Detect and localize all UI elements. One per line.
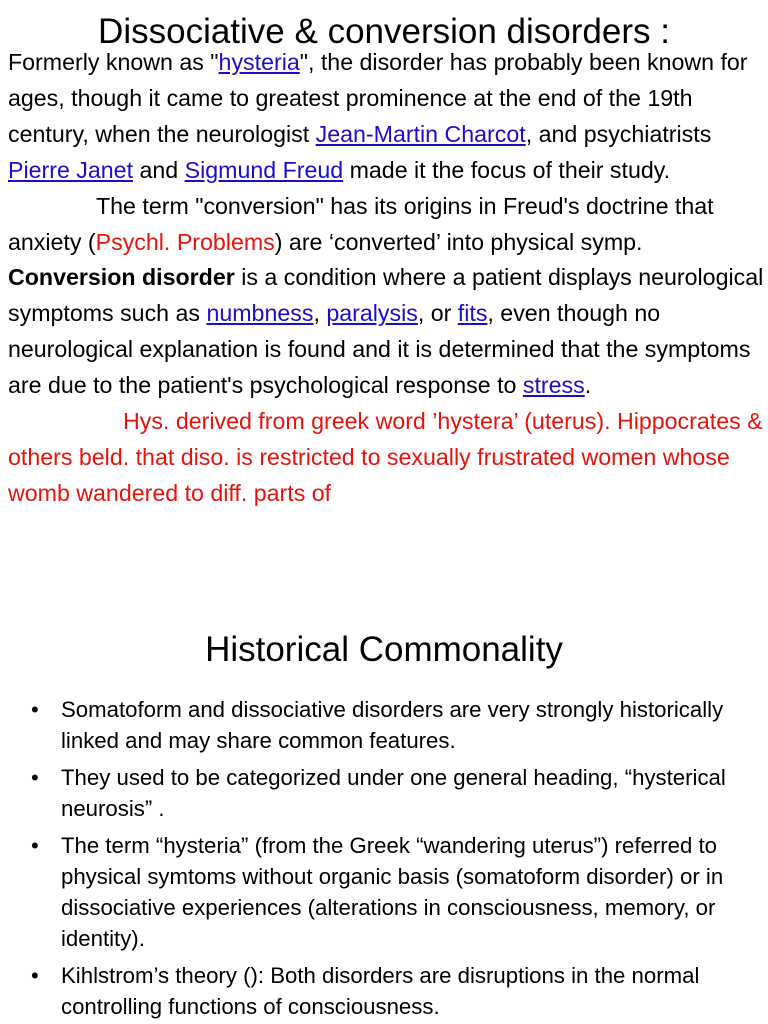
link-hysteria[interactable]: hysteria — [218, 49, 300, 75]
link-sigmund-freud[interactable]: Sigmund Freud — [184, 156, 344, 183]
link-jean-martin-charcot[interactable]: Jean-Martin Charcot — [315, 120, 526, 147]
text-run: and — [133, 156, 185, 183]
list-item — [0, 762, 768, 824]
paragraph-conversion — [8, 189, 764, 404]
text-run: is a condition where a patient displays neurological symptoms such as — [8, 264, 764, 327]
text-run: , or — [417, 300, 458, 327]
link-fits[interactable]: fits — [457, 300, 488, 327]
list-item — [0, 830, 768, 954]
slide-2-title: Historical Commonality — [205, 630, 563, 669]
slide-2 — [0, 612, 768, 1024]
text-run: , and psychiatrists — [525, 120, 712, 147]
paragraph-hysteria-origin — [8, 404, 764, 512]
link-stress[interactable]: stress — [522, 372, 585, 399]
bullet-icon: • — [31, 833, 39, 858]
bullet-list — [0, 694, 768, 1024]
paragraph-history — [8, 45, 764, 189]
text-run: , even though no neurological explanation is found and it is determined that the symptoms are due to the patient's psychological response to — [8, 300, 751, 399]
list-item-text: Kihlstrom’s theory (): Both disorders are disruptions in the normal controlling functions of consciousness. — [61, 963, 700, 1019]
list-item-text: Somatoform and dissociative disorders are very strongly historically linked and may share common features. — [61, 697, 724, 753]
slide-1-title: Dissociative & conversion disorders : — [98, 12, 670, 51]
red-text-psychl-problems: Psychl. Problems — [95, 228, 275, 255]
bold-term-conversion-disorder: Conversion disorder — [8, 264, 235, 291]
link-paralysis[interactable]: paralysis — [326, 300, 418, 327]
slide-1-body — [8, 45, 764, 512]
list-item — [0, 694, 768, 756]
text-run: ) are ‘converted’ into physical symp. — [274, 228, 643, 255]
list-item-text: They used to be categorized under one general heading, “hysterical neurosis” . — [61, 765, 726, 821]
link-numbness[interactable]: numbness — [206, 300, 314, 327]
link-pierre-janet[interactable]: Pierre Janet — [8, 156, 134, 183]
text-run: , — [313, 300, 327, 327]
bullet-icon: • — [31, 765, 39, 790]
text-run: The term "conversion" has its origins in Freud's doctrine that anxiety ( — [8, 192, 714, 255]
list-item — [0, 960, 768, 1022]
text-run: Formerly known as " — [8, 49, 219, 75]
list-item-text: The term “hysteria” (from the Greek “wandering uterus”) referred to physical symtoms without organic basis (somatoform disorder) or in dissociative experiences (alterations in consciousness, memory, or identity). — [61, 833, 724, 951]
text-run: . — [584, 372, 592, 399]
bullet-icon: • — [31, 963, 39, 988]
text-run: ", the disorder has probably been known for ages, though it came to greatest prominence at the end of the 19th century, when the neurologist — [8, 49, 748, 147]
text-run: made it the focus of their study. — [343, 156, 671, 183]
bullet-icon: • — [31, 697, 39, 722]
text-run: Hys. derived from greek word ’hystera’ (uterus). Hippocrates & others beld. that diso. is restricted to sexually frustrated women whose womb wandered to diff. parts of — [8, 408, 763, 506]
